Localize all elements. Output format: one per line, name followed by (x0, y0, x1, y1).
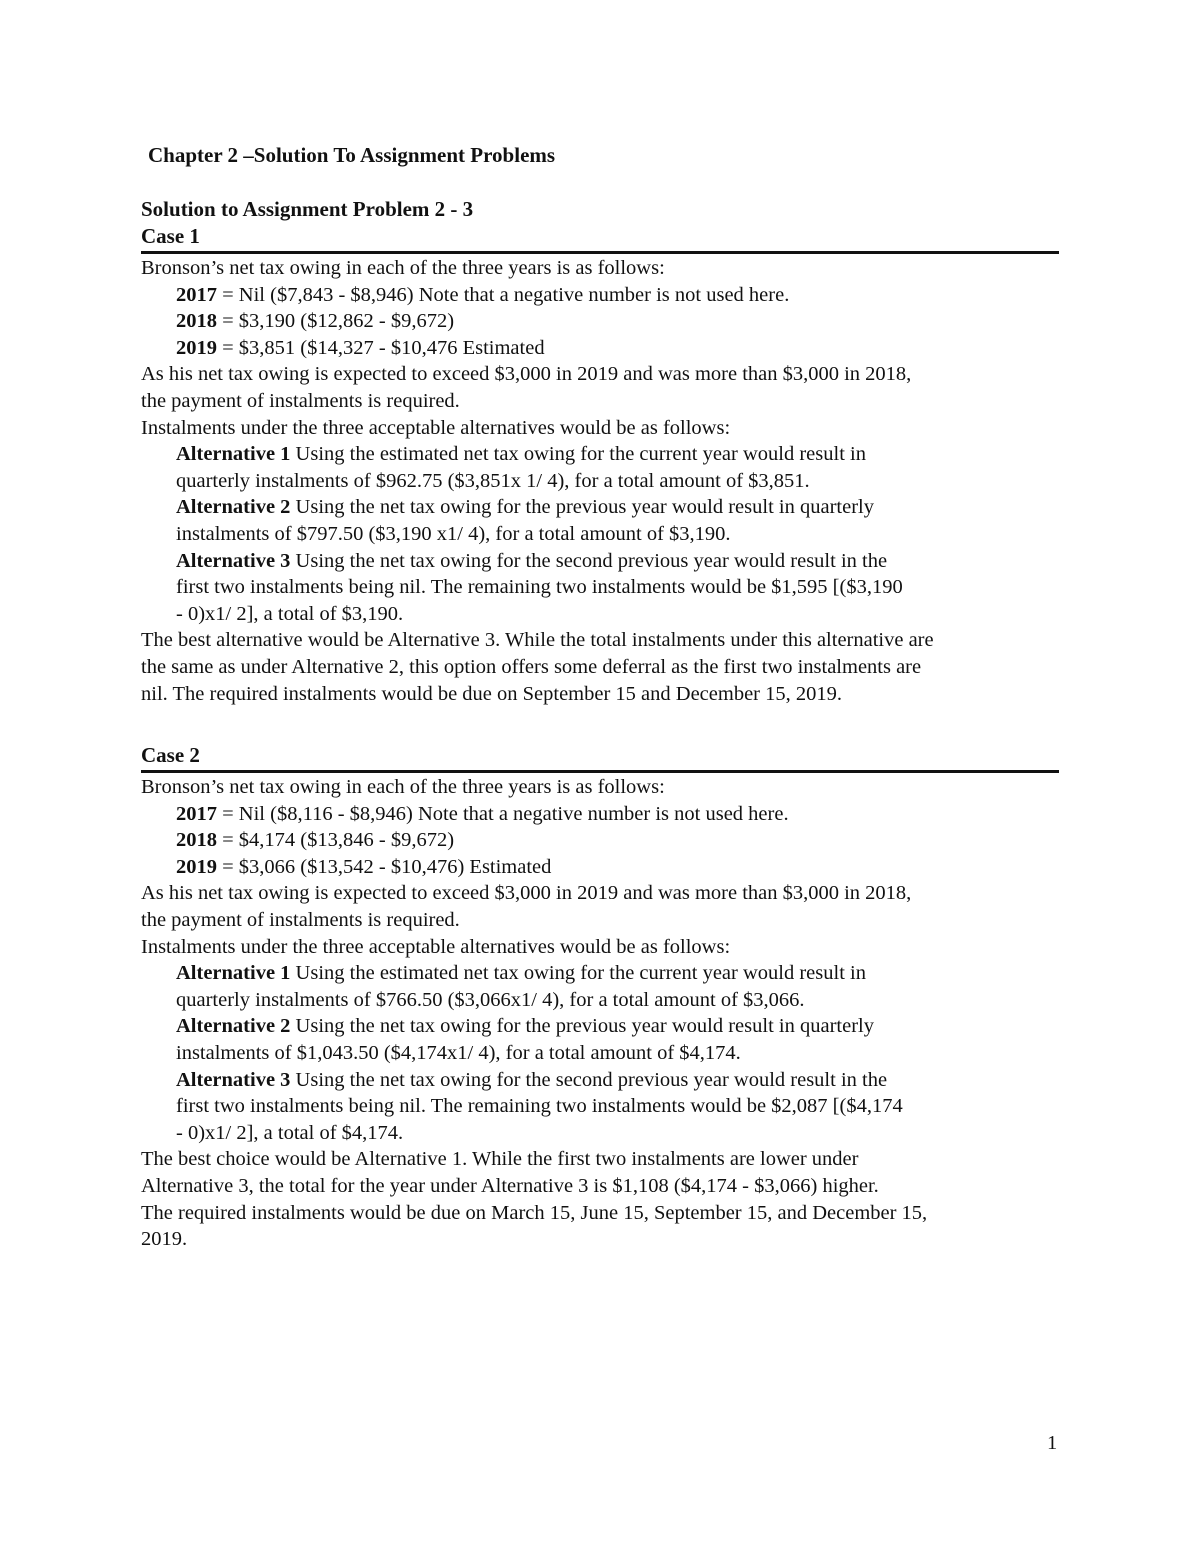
alternative-first-line (141, 1067, 1059, 1094)
alternative-text: Using the net tax owing for the second previous year would result in the (290, 1068, 888, 1091)
case-1-year-2018 (141, 308, 1059, 335)
alternative-text: Using the net tax owing for the second previous year would result in the (290, 549, 888, 572)
alternative-label: Alternative 3 (176, 549, 291, 572)
case-2-alternative-1 (141, 960, 1059, 1013)
alternative-label: Alternative 1 (176, 443, 291, 466)
case-1-requirement-line: the payment of instalments is required. (141, 389, 460, 412)
case-2-year-2017 (141, 801, 1059, 828)
case-1-year-2017 (141, 282, 1059, 309)
case-2-conclusion-line: 2019. (141, 1228, 188, 1251)
alternative-line: instalments of $1,043.50 ($4,174x1/ 4), for a total amount of $4,174. (176, 1041, 741, 1064)
alternative-label: Alternative 2 (176, 496, 291, 519)
case-2-alternative-3 (141, 1067, 1059, 1147)
case-2-alternative-2 (141, 1013, 1059, 1066)
year-value: = Nil ($8,116 - $8,946) Note that a negative number is not used here. (217, 802, 789, 825)
alternative-text: Using the estimated net tax owing for the current year would result in (290, 443, 866, 466)
case-2-requirement-line: the payment of instalments is required. (141, 908, 460, 931)
case-2-conclusion-line: Alternative 3, the total for the year under Alternative 3 is $1,108 ($4,174 - $3,066) higher. (141, 1174, 879, 1197)
alternative-label: Alternative 1 (176, 962, 291, 985)
case-2-year-2019 (141, 854, 1059, 881)
alternative-first-line (141, 494, 1059, 521)
alternative-first-line (141, 1013, 1059, 1040)
year-label: 2019 (176, 855, 217, 878)
year-label: 2018 (176, 829, 217, 852)
alternative-first-line (141, 441, 1059, 468)
case-2-intro: Bronson’s net tax owing in each of the three years is as follows: (141, 776, 665, 798)
alternative-line: quarterly instalments of $962.75 ($3,851x 1/ 4), for a total amount of $3,851. (176, 469, 810, 492)
alternative-first-line (141, 960, 1059, 987)
alternative-label: Alternative 2 (176, 1015, 291, 1038)
case-1-conclusion-line: nil. The required instalments would be due on September 15 and December 15, 2019. (141, 682, 843, 705)
case-2-conclusion-line: The best choice would be Alternative 1. While the first two instalments are lower under (141, 1148, 859, 1171)
alternative-text: Using the estimated net tax owing for the current year would result in (290, 962, 866, 985)
case-1-conclusion-line: The best alternative would be Alternative 3. While the total instalments under this alternative are (141, 629, 934, 652)
year-value: = $4,174 ($13,846 - $9,672) (217, 829, 455, 852)
alternative-text: Using the net tax owing for the previous year would result in quarterly (290, 496, 874, 519)
year-value: = $3,190 ($12,862 - $9,672) (217, 310, 455, 333)
case-1-alternative-3 (141, 548, 1059, 628)
alternative-line: - 0)x1/ 2], a total of $4,174. (176, 1121, 404, 1144)
case-1-heading: Case 1 (141, 223, 1059, 254)
alternative-line: - 0)x1/ 2], a total of $3,190. (176, 602, 404, 625)
year-label: 2017 (176, 283, 217, 306)
case-1-intro: Bronson’s net tax owing in each of the three years is as follows: (141, 257, 665, 279)
case-1-section (141, 223, 1059, 707)
year-label: 2019 (176, 336, 217, 359)
case-1-conclusion-line: the same as under Alternative 2, this option offers some deferral as the first two instalments are (141, 655, 922, 678)
alternative-first-line (141, 548, 1059, 575)
page-number: 1 (1047, 1432, 1058, 1454)
alternative-text: Using the net tax owing for the previous year would result in quarterly (290, 1015, 874, 1038)
chapter-title: Chapter 2 –Solution To Assignment Problems (148, 143, 556, 167)
alternative-line: first two instalments being nil. The remaining two instalments would be $2,087 [($4,174 (176, 1095, 903, 1118)
case-2-alternatives-intro: Instalments under the three acceptable alternatives would be as follows: (141, 935, 731, 958)
case-2-conclusion-line: The required instalments would be due on March 15, June 15, September 15, and December 15, (141, 1201, 928, 1224)
alternative-line: instalments of $797.50 ($3,190 x1/ 4), for a total amount of $3,190. (176, 522, 731, 545)
alternative-line: first two instalments being nil. The remaining two instalments would be $1,595 [($3,190 (176, 576, 903, 599)
case-2-requirement-line: As his net tax owing is expected to exceed $3,000 in 2019 and was more than $3,000 in 2018, (141, 882, 912, 905)
case-1-alternative-2 (141, 494, 1059, 547)
year-label: 2017 (176, 802, 217, 825)
alternative-label: Alternative 3 (176, 1068, 291, 1091)
case-1-alternative-1 (141, 441, 1059, 494)
case-2-heading: Case 2 (141, 742, 1059, 773)
case-1-requirement-line: As his net tax owing is expected to exceed $3,000 in 2019 and was more than $3,000 in 2018, (141, 363, 912, 386)
year-value: = $3,851 ($14,327 - $10,476 Estimated (217, 336, 545, 359)
case-2-section (141, 742, 1059, 1253)
year-value: = Nil ($7,843 - $8,946) Note that a negative number is not used here. (217, 283, 790, 306)
case-1-year-2019 (141, 335, 1059, 362)
problem-title: Solution to Assignment Problem 2 - 3 (141, 197, 474, 221)
case-1-alternatives-intro: Instalments under the three acceptable alternatives would be as follows: (141, 416, 731, 439)
alternative-line: quarterly instalments of $766.50 ($3,066x1/ 4), for a total amount of $3,066. (176, 988, 805, 1011)
case-2-year-2018 (141, 827, 1059, 854)
year-value: = $3,066 ($13,542 - $10,476) Estimated (217, 855, 552, 878)
year-label: 2018 (176, 310, 217, 333)
